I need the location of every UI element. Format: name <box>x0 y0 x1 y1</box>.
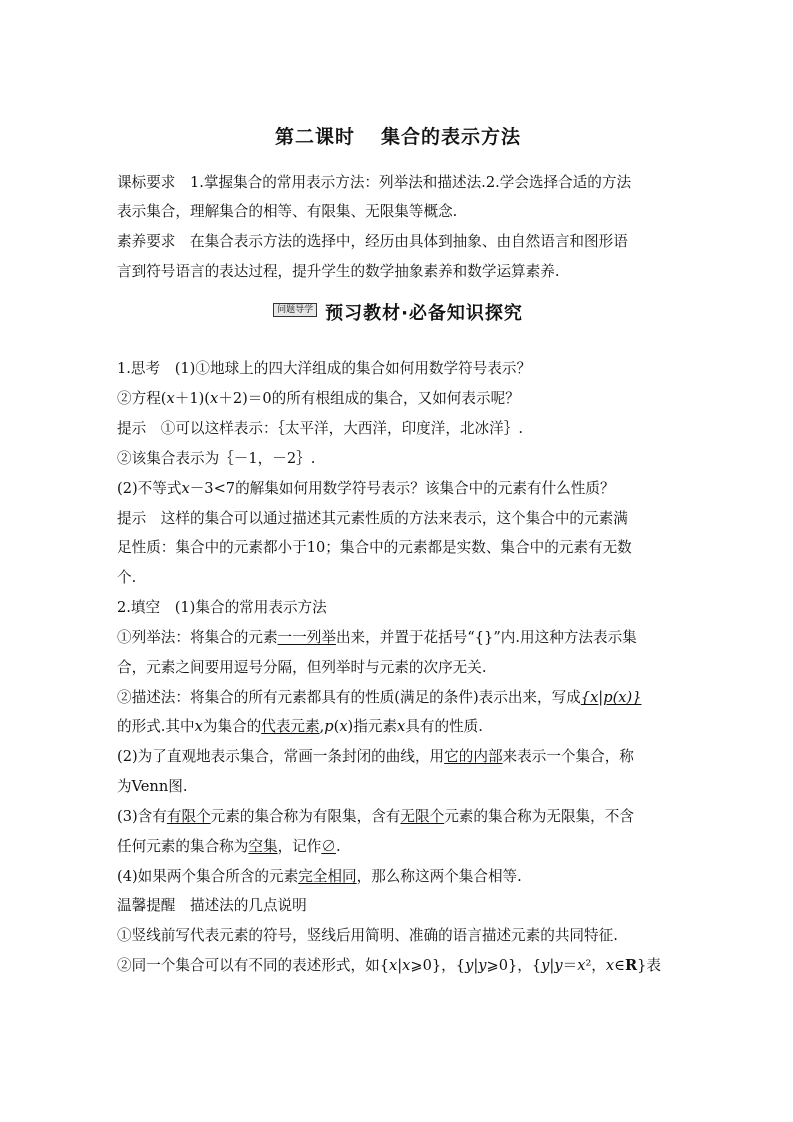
finite-infinite-line-1: (3)含有有限个元素的集合称为有限集，含有无限个元素的集合称为无限集，不含 <box>117 808 634 825</box>
blank-answer: ∅ <box>321 838 336 855</box>
listing-method-line-1: ①列举法：将集合的元素一一列举出来，并置于花括号“{}”内.用这种方法表示集 <box>117 629 637 646</box>
section-badge: 问题导学 <box>273 303 317 317</box>
reminder-heading: 温馨提醒 描述法的几点说明 <box>117 897 307 914</box>
standard-requirement-line-1: 课标要求 1.掌握集合的常用表示方法：列举法和描述法.2.学会选择合适的方法 <box>117 174 632 191</box>
set-equality-line: (4)如果两个集合所含的元素完全相同，那么称这两个集合相等. <box>117 868 522 885</box>
hint-3-line-3: 个. <box>117 569 137 586</box>
finite-infinite-line-2: 任何元素的集合称为空集，记作∅. <box>117 838 341 855</box>
blank-answer: 代表元素 <box>261 718 320 735</box>
title-topic: 集合的表示方法 <box>381 126 522 148</box>
standard-requirement-line-2: 表示集合，理解集合的相等、有限集、无限集等概念. <box>117 203 458 220</box>
blank-answer: 无限个 <box>400 808 445 825</box>
description-method-line-2: 的形式.其中x为集合的代表元素,p(x)指元素x具有的性质. <box>117 718 483 735</box>
venn-line-2: 为Venn图. <box>117 778 188 795</box>
blank-answer: 它的内部 <box>444 748 503 765</box>
fill-in-heading: 2.填空 (1)集合的常用表示方法 <box>117 599 327 616</box>
think-question-3: (2)不等式x－3<7的解集如何用数学符号表示？该集合中的元素有什么性质？ <box>117 480 615 497</box>
page-title <box>117 122 679 149</box>
hint-3-line-1: 提示 这样的集合可以通过描述其元素性质的方法来表示，这个集合中的元素满 <box>117 510 628 527</box>
listing-method-line-2: 合，元素之间要用逗号分隔，但列举时与元素的次序无关. <box>117 659 487 676</box>
venn-line-1: (2)为了直观地表示集合，常画一条封闭的曲线，用它的内部来表示一个集合，称 <box>117 748 634 765</box>
description-method-line-1: ②描述法：将集合的所有元素都具有的性质(满足的条件)表示出来，写成{x|p(x)} <box>117 689 642 706</box>
blank-answer: 有限个 <box>166 808 211 825</box>
think-question-1: 1.思考 (1)①地球上的四大洋组成的集合如何用数学符号表示？ <box>117 360 532 377</box>
literacy-requirement-line-1: 素养要求 在集合表示方法的选择中，经历由具体到抽象、由自然语言和图形语 <box>117 233 628 250</box>
hint-1: 提示 ①可以这样表示：｛太平洋，大西洋，印度洋，北冰洋｝. <box>117 420 523 437</box>
section-heading: 预习教材·必备知识探究 <box>325 303 523 324</box>
blank-answer: 一一列举 <box>277 629 336 646</box>
reminder-point-2: ②同一个集合可以有不同的表述形式，如{x|x⩾0}，{y|y⩾0}，{y|y＝x²，x∈R}表 <box>117 957 661 974</box>
hint-2: ②该集合表示为｛－1，－2｝. <box>117 450 316 467</box>
literacy-requirement-line-2: 言到符号语言的表达过程，提升学生的数学抽象素养和数学运算素养. <box>117 263 560 280</box>
reminder-point-1: ①竖线前写代表元素的符号，竖线后用简明、准确的语言描述元素的共同特征. <box>117 927 618 944</box>
hint-3-line-2: 足性质：集合中的元素都小于10；集合中的元素都是实数、集合中的元素有无数 <box>117 539 632 556</box>
section-header <box>117 299 679 325</box>
title-lesson: 第二课时 <box>274 126 355 148</box>
blank-answer: {x|p(x)} <box>580 689 642 706</box>
think-question-2: ②方程(x＋1)(x＋2)＝0的所有根组成的集合，又如何表示呢？ <box>117 390 520 407</box>
blank-answer: 空集 <box>248 838 278 855</box>
blank-answer: 完全相同 <box>298 868 357 885</box>
